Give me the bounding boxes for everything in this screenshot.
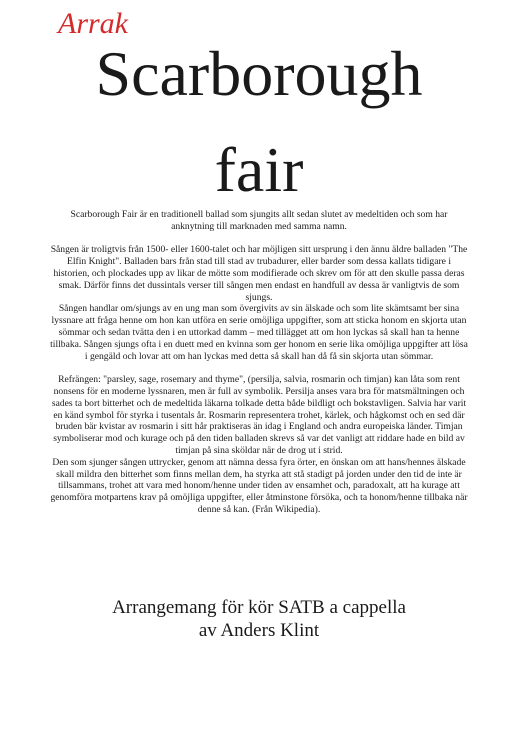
arranger-name: av Anders Klint <box>198 620 320 641</box>
arrangement-label: Arrak <box>58 7 128 40</box>
description-text <box>50 209 468 516</box>
paragraph-meaning: Den som sjunger sången uttrycker, genom att nämna dessa fyra örter, en önskan om att hans/hennes älskade skall mildra den bitterhet som finns mellan dem, ha styrka att stå stadigt på jorden under den tid de inte är tillsammans, trohet att vara med honom/henne under tiden av ensamhet och, paradoxalt, att ha kurage att genomföra motpartens krav på omöjliga uppgifter, eller åtminstone försöka, och ta honom/henne tillbaka när denne så kan. (Från Wikipedia). <box>50 456 468 515</box>
paragraph-refrain: Refrängen: "parsley, sage, rosemary and thyme", (persilja, salvia, rosmarin och timjan) kan låta som rent nonsens för en moderne lyssnaren, men är full av symbolik. Persilja anses vara bra för matsmältningen och sades ta bort bitterhet och de medeltida läkarna tolkade detta både bildligt och bokstavligen. Salvia har varit en känd symbol för styrka i tusentals år. Rosmarin representera trohet, kärlek, och hågkomst och en sed där bruden bär kvistar av rosmarin i sitt hår praktiseras än idag i England och andra europeiska länder. Timjan symboliserar mod och kurage och på den tiden balladen skrevs så var det vanligt att riddare hade en bild av timjan på sina sköldar när de drog ut i strid. <box>51 374 467 456</box>
arrangement-info: Arrangemang för kör SATB a cappella <box>112 597 406 618</box>
paragraph-story: Sången handlar om/sjungs av en ung man som övergivits av sin älskade och som lite skämtsamt ber sina lyssnare att fråga henne om hon kan utföra en serie omöjliga uppgifter, som att sticka honom en skjorta utan sömmar och sedan tvätta den i en uttorkad damm – med tillägget att om hon lyckas så skall han ta henne tillbaka. Sången sjungs ofta i en duett med en kvinna som ger honom en serie lika omöjliga uppgifter att lösa i gengäld och lovar att om han lyckas med detta så skall han då få sin skjorta utan sömmar. <box>50 303 468 362</box>
page-title-line-2: fair <box>214 134 304 205</box>
page-title-line-1: Scarborough <box>95 38 423 109</box>
paragraph-spacer <box>50 233 468 245</box>
paragraph-origin: Sången är troligtvis från 1500- eller 1600-talet och har möjligen sitt ursprung i den ännu äldre balladen "The Elfin Knight". Balladen bars från stad till stad av trubadurer, eller barder som dessa kallats tidigare i historien, och plockades upp av likar de mötte som modifierade och skrev om för att den skulle passa deras smak. Därför finns det dussintals verser till sången men endast en handfull av dessa är vanligtvis de som sjungs. <box>50 244 468 303</box>
paragraph-intro: Scarborough Fair är en traditionell ballad som sjungits allt sedan slutet av medeltiden och som har anknytning till marknaden med samma namn. <box>70 209 448 232</box>
paragraph-spacer <box>50 362 468 374</box>
